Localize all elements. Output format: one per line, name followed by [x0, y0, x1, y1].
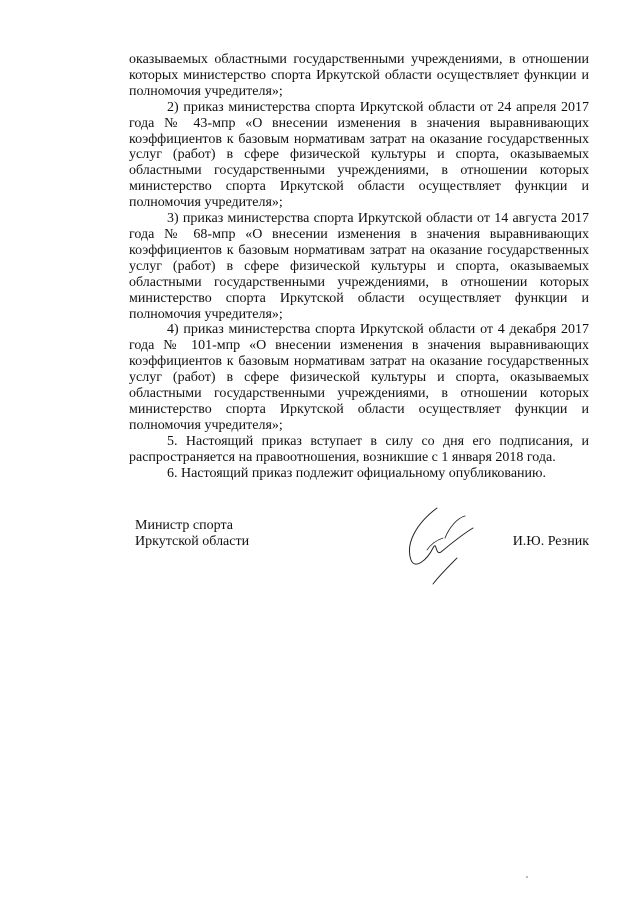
text-line: выравнивающих коэффициентов к базовым нормативам затрат на оказание: [129, 115, 589, 147]
scan-artifact: [526, 876, 528, 878]
signature-block: [129, 518, 589, 598]
text-line: государственных услуг (работ) в сфере физической культуры и спорта,: [129, 242, 589, 274]
text-line: оказываемых областными государственными учреждениями, в отношении: [129, 258, 590, 290]
text-line: которых министерство спорта Иркутской области осуществляет функции: [129, 274, 589, 306]
text-line: оказываемых областными государственными учреждениями, в отношении: [129, 370, 590, 402]
text-line: оказываемых областными государственными учреждениями, в отношении: [129, 52, 589, 67]
handwritten-signature-icon: [397, 498, 507, 588]
text-line: и распространяется на правоотношения, возникшие с 1 января 2018 года.: [129, 433, 590, 465]
text-line: 3) приказ министерства спорта Иркутской области: [167, 211, 473, 227]
text-line: 6. Настоящий приказ подлежит официальному опубликованию.: [167, 465, 546, 481]
document-body: [129, 52, 589, 481]
text-line: 2) приказ министерства спорта Иркутской области: [167, 99, 476, 115]
text-line: от 14 августа 2017 года № 68-мпр «О внесении изменения в значения: [129, 211, 590, 242]
list-item-2: [129, 100, 589, 211]
text-line: и полномочия учредителя»;: [129, 179, 589, 211]
text-line: 4) приказ министерства спорта Иркутской области: [167, 322, 476, 338]
text-line: государственных услуг (работ) в сфере физической культуры и спорта,: [129, 354, 589, 386]
signatory-title: [135, 518, 249, 550]
list-item-6: [129, 466, 589, 482]
list-item-3: [129, 211, 589, 322]
text-line: от 24 апреля 2017 года № 43-мпр «О внесении изменения в значения: [129, 99, 589, 131]
text-line: и полномочия учредителя»;: [129, 67, 590, 99]
text-line: которых министерство спорта Иркутской области осуществляет функции: [129, 386, 589, 417]
text-line: от 4 декабря 2017 года № 101-мпр «О внесении изменения в значения: [129, 322, 589, 354]
list-item-5: [129, 434, 589, 466]
signatory-title-line: Министр спорта: [135, 518, 233, 533]
signatory-name: И.Ю. Резник: [512, 534, 589, 549]
text-line: которых министерство спорта Иркутской области осуществляет функции: [129, 163, 589, 195]
list-item-4: [129, 322, 589, 433]
text-line: и полномочия учредителя»;: [129, 290, 589, 322]
paragraph-continuation: [129, 52, 589, 100]
text-line: 5. Настоящий приказ вступает в силу со дня его подписания,: [167, 433, 574, 449]
text-line: государственных услуг (работ) в сфере физической культуры и спорта,: [129, 131, 589, 163]
text-line: которых министерство спорта Иркутской области осуществляет функции: [129, 67, 577, 83]
text-line: выравнивающих коэффициентов к базовым нормативам затрат на оказание: [129, 338, 590, 370]
text-line: оказываемых областными государственными учреждениями, в отношении: [129, 147, 590, 179]
text-line: выравнивающих коэффициентов к базовым нормативам затрат на оказание: [129, 226, 589, 258]
text-line: и полномочия учредителя»;: [129, 401, 589, 433]
signatory-title-line: Иркутской области: [135, 533, 250, 549]
